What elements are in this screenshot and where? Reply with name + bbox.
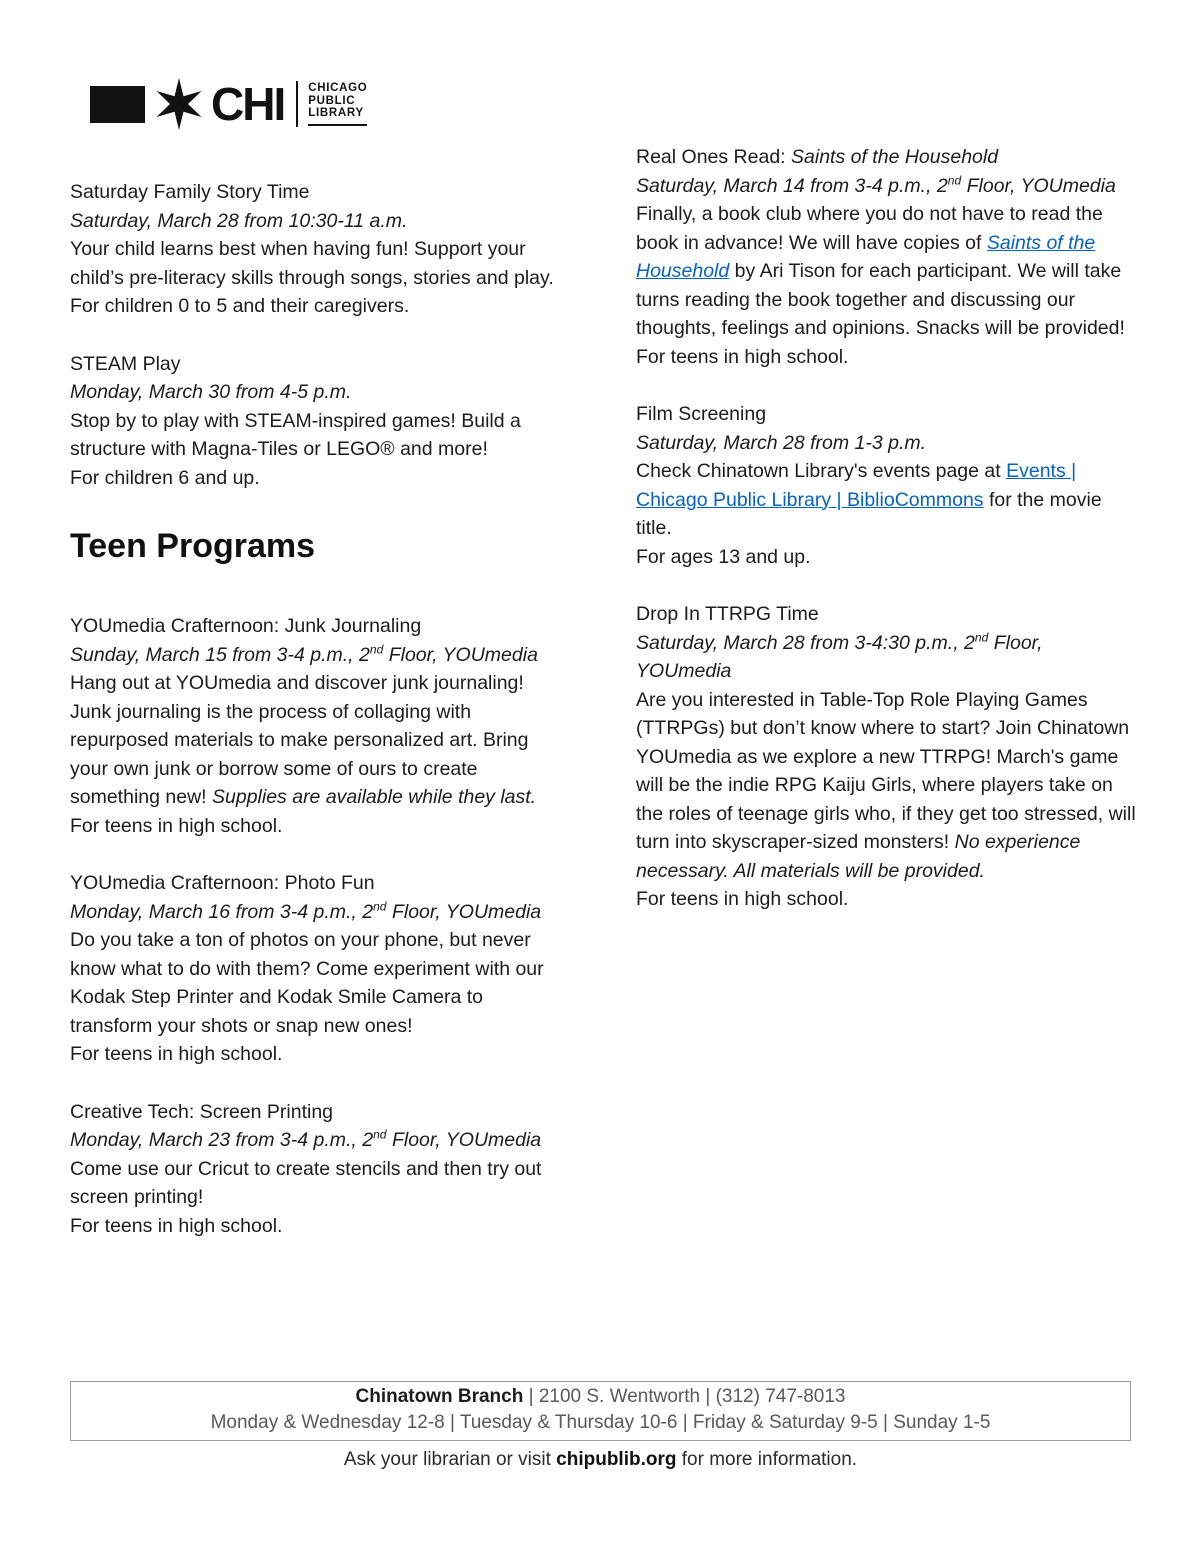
footer-note-line: Ask your librarian or visit chipublib.org for more information. [343, 1449, 858, 1470]
left-column [70, 78, 570, 1269]
event-description: Are you interested in Table-Top Role Playing Games (TTRPGs) but don’t know where to start? Join Chinatown YOUmedia as we explore a new TTRPG! March's game will be the indie RPG Kaiju Girls, where players take on the roles of teenage girls who, if they get too stressed, will turn into skyscraper-sized monsters! No experience necessary. All materials will be provided. [636, 688, 1136, 882]
event-date: Sunday, March 15 from 3-4 p.m., 2nd Floor, YOUmedia [70, 642, 538, 666]
event-film-screening [636, 400, 1136, 571]
event-title: Saturday Family Story Time [70, 181, 310, 203]
event-description: Do you take a ton of photos on your phone, but never know what to do with them? Come experiment with our Kodak Step Printer and Kodak Smile Camera to transform your shots or snap new ones! [70, 929, 544, 1037]
right-column [636, 78, 1136, 1269]
ordinal-superscript: nd [369, 642, 384, 656]
event-description: Your child learns best when having fun! Support your child’s pre-literacy skills through songs, stories and play. [70, 238, 554, 289]
event-date: Saturday, March 28 from 1-3 p.m. [636, 431, 927, 454]
event-steam-play [70, 350, 570, 493]
chicago-star-icon [153, 78, 205, 130]
ordinal-superscript: nd [974, 630, 989, 644]
event-description: Come use our Cricut to create stencils and then try out screen printing! [70, 1157, 542, 1208]
footer-branch-line: Chinatown Branch | 2100 S. Wentworth | (312) 747-8013 [355, 1386, 846, 1407]
event-audience: For teens in high school. [70, 814, 283, 837]
event-audience: For teens in high school. [70, 1214, 283, 1237]
event-audience: For teens in high school. [70, 1043, 283, 1065]
event-screen-printing [70, 1098, 570, 1241]
event-date: Saturday, March 14 from 3-4 p.m., 2nd Floor, YOUmedia [636, 173, 1116, 197]
flag-icon [90, 86, 145, 123]
event-drop-in-ttrpg [636, 600, 1136, 914]
logo-chi-text: CHI [211, 78, 285, 130]
saints-of-the-household-link[interactable]: Saints of the Household [636, 231, 1096, 282]
cpl-logo [90, 78, 570, 130]
event-description: Finally, a book club where you do not have to read the book in advance! We will have copies of Saints of the Household by Ari Tison for each participant. We will take turns reading the book together and discussing our thoughts, feelings and opinions. Snacks will be provided! [636, 203, 1125, 339]
event-audience: For ages 13 and up. [636, 545, 811, 568]
event-date: Saturday, March 28 from 3-4:30 p.m., 2nd Floor, YOUmedia [636, 630, 1043, 682]
teen-programs-heading: Teen Programs [70, 527, 316, 565]
event-description: Stop by to play with STEAM-inspired games! Build a structure with Magna-Tiles or LEGO® and more! [70, 409, 521, 460]
event-real-ones-read [636, 143, 1136, 371]
branch-name: Chinatown Branch [355, 1386, 524, 1407]
branch-footer [70, 1381, 1131, 1473]
event-date: Monday, March 16 from 3-4 p.m., 2nd Floor, YOUmedia [70, 899, 542, 923]
logo-org-line: PUBLIC [308, 94, 356, 107]
event-title: STEAM Play [70, 352, 181, 375]
logo-divider [296, 81, 298, 127]
ordinal-superscript: nd [373, 1127, 387, 1142]
event-description: Check Chinatown Library's events page at Events | Chicago Public Library | BiblioCommons for the movie title. [636, 460, 1102, 539]
logo-org-line: CHICAGO [308, 82, 368, 95]
event-date: Monday, March 23 from 3-4 p.m., 2nd Floor, YOUmedia [70, 1127, 542, 1151]
logo-org-text [308, 82, 367, 126]
footer-hours-line: Monday & Wednesday 12-8 | Tuesday & Thursday 10-6 | Friday & Saturday 9-5 | Sunday 1-5 [210, 1412, 991, 1433]
event-title: Drop In TTRPG Time [636, 603, 819, 625]
event-title: YOUmedia Crafternoon: Junk Journaling [70, 615, 422, 637]
event-date: Monday, March 30 from 4-5 p.m. [70, 381, 352, 403]
website-text: chipublib.org [556, 1449, 677, 1470]
event-date: Saturday, March 28 from 10:30-11 a.m. [70, 209, 408, 232]
event-saturday-family-story-time [70, 178, 570, 321]
event-audience: For teens in high school. [636, 345, 849, 368]
footer-info-box [70, 1381, 1131, 1441]
event-audience: For children 6 and up. [70, 466, 260, 489]
event-description: Hang out at YOUmedia and discover junk journaling! Junk journaling is the process of collaging with repurposed materials to make personalized art. Bring your own junk or borrow some of ours to create something new! Supplies are available while they last. [70, 672, 537, 808]
logo-org-line: LIBRARY [308, 107, 364, 120]
events-page-link[interactable]: Events | Chicago Public Library | BiblioCommons [636, 460, 1077, 511]
event-junk-journaling [70, 612, 570, 840]
event-audience: For teens in high school. [636, 888, 849, 910]
event-title: Film Screening [636, 403, 767, 425]
event-title: YOUmedia Crafternoon: Photo Fun [70, 872, 375, 894]
ordinal-superscript: nd [947, 173, 962, 187]
ordinal-superscript: nd [373, 899, 387, 913]
event-title: Real Ones Read: Saints of the Household [636, 146, 999, 168]
event-title: Creative Tech: Screen Printing [70, 1100, 334, 1123]
event-photo-fun [70, 869, 570, 1069]
italic-note: No experience necessary. All materials will be provided. [636, 831, 1081, 882]
book-title: Saints of the Household [791, 146, 999, 168]
italic-note: Supplies are available while they last. [212, 786, 537, 808]
event-audience: For children 0 to 5 and their caregivers. [70, 295, 410, 317]
